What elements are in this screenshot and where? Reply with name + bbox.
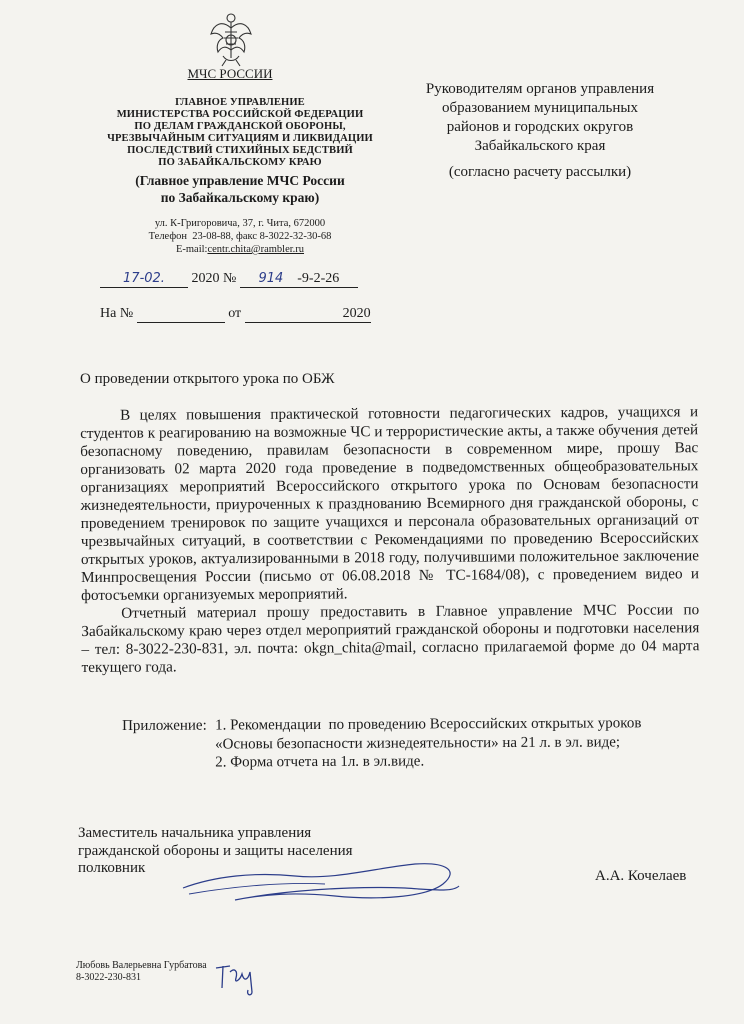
executor-info xyxy=(76,960,207,984)
signer-line: полковник xyxy=(78,860,146,876)
reg-date-handwritten: 17-02. xyxy=(123,271,165,286)
reg-number-suffix: -9-2-26 xyxy=(297,271,340,286)
body-paragraph: В целях повышения практической готовности педагогических кадров, учащихся и студентов к реагированию на возможные ЧС и террористические акты, а также обучения детей безопасному поведению, правилам безопасности в современном мире, прошу Вас организовать 02 марта 2020 года проведение в подведомственных общеобразовательных организациях мероприятий Всероссийского открытого урока по Основам безопасности жизнедеятельности, приуроченных к празднованию Всемирного дня гражданской обороны, с проведением тренировок по защите учащихся и персонала образовательных организаций от чрезвычайных ситуаций, в соответствии с Рекомендациями по проведению Всероссийских открытых уроков, актуализированными в 2018 году, получившими положительное заключение Минпросвещения России (письмо от 06.08.2018 № ТС-1684/08), с проведением видео и фотосъемки организуемых мероприятий. xyxy=(80,403,700,604)
executor-name: Любовь Валерьевна Гурбатова xyxy=(76,960,207,971)
org-abbreviated-name xyxy=(95,172,385,206)
attachment-label: Приложение: xyxy=(122,717,207,734)
executor-initials-signature xyxy=(212,958,262,998)
executor-phone: 8-3022-230-831 xyxy=(76,972,141,983)
org-line: ЧРЕЗВЫЧАЙНЫМ СИТУАЦИЯМ И ЛИКВИДАЦИИ xyxy=(107,133,373,144)
recipient-line: Забайкальского края xyxy=(474,138,606,154)
org-line: ПО ЗАБАЙКАЛЬСКОМУ КРАЮ xyxy=(158,157,322,168)
reg-number-sign: № xyxy=(223,271,237,286)
email-label: E-mail: xyxy=(175,244,208,255)
reference-line xyxy=(100,306,371,323)
letter-body xyxy=(80,403,700,677)
org-line: МИНИСТЕРСТВА РОССИЙСКОЙ ФЕДЕРАЦИИ xyxy=(116,109,364,120)
letter-subject: О проведении открытого урока по ОБЖ xyxy=(80,371,335,387)
ref-from: от xyxy=(228,306,242,321)
attachment-item: 1. Рекомендации по проведению Всероссийских открытых уроков xyxy=(215,715,642,734)
org-full-name xyxy=(95,97,385,169)
signer-name: А.А. Кочелаев xyxy=(595,868,687,884)
reg-date-field xyxy=(100,271,188,288)
ref-label: На № xyxy=(100,306,134,321)
org-paren-line: по Забайкальскому краю) xyxy=(160,190,320,205)
body-paragraph: Отчетный материал прошу предоставить в Главное управление МЧС России по Забайкальскому краю через отдел мероприятий гражданской обороны и подготовки населения – тел: 8-3022-230-831, эл. почта: okgn_chita@mail, согласно прилагаемой форме до 04 марта текущего года. xyxy=(81,601,700,676)
recipient-note: (согласно расчету рассылки) xyxy=(448,164,632,180)
reg-year: 2020 xyxy=(191,271,220,286)
org-line: ГЛАВНОЕ УПРАВЛЕНИЕ xyxy=(175,97,305,108)
recipient-line: районов и городских округов xyxy=(446,119,634,135)
attachment-item: 2. Форма отчета на 1л. в эл.виде. xyxy=(215,753,425,771)
org-line: ПОСЛЕДСТВИЙ СТИХИЙНЫХ БЕДСТВИЙ xyxy=(127,145,353,156)
org-email xyxy=(95,243,385,256)
org-paren-line: (Главное управление МЧС России xyxy=(135,173,345,188)
signer-line: Заместитель начальника управления xyxy=(78,825,312,841)
recipient-block xyxy=(405,80,675,182)
eagle-emblem-icon xyxy=(208,10,254,68)
org-phone: Телефон 23-08-88, факс 8-3022-32-30-68 xyxy=(148,231,332,242)
org-line: ПО ДЕЛАМ ГРАЖДАНСКОЙ ОБОРОНЫ, xyxy=(134,121,346,132)
ref-number-field xyxy=(137,306,225,323)
org-contacts xyxy=(95,217,385,256)
handwritten-signature xyxy=(175,846,465,916)
attachments xyxy=(122,714,702,773)
org-address: ул. К-Григоровича, 37, г. Чита, 672000 xyxy=(154,218,326,229)
reg-number-field xyxy=(240,271,358,288)
recipient-line: образованием муниципальных xyxy=(442,100,638,116)
reg-number-handwritten: 914 xyxy=(258,271,284,286)
recipient-line: Руководителям органов управления xyxy=(425,81,655,97)
ref-date-field xyxy=(245,306,371,323)
registration-line xyxy=(100,271,358,288)
attachment-item: «Основы безопасности жизнедеятельности» на 21 л. в эл. виде; xyxy=(215,733,621,753)
signer-line: гражданской обороны и защиты населения xyxy=(78,842,353,859)
email-link[interactable]: centr.chita@rambler.ru xyxy=(207,244,305,255)
org-short-name: МЧС РОССИИ xyxy=(187,66,273,81)
ref-year: 2020 xyxy=(342,306,371,321)
